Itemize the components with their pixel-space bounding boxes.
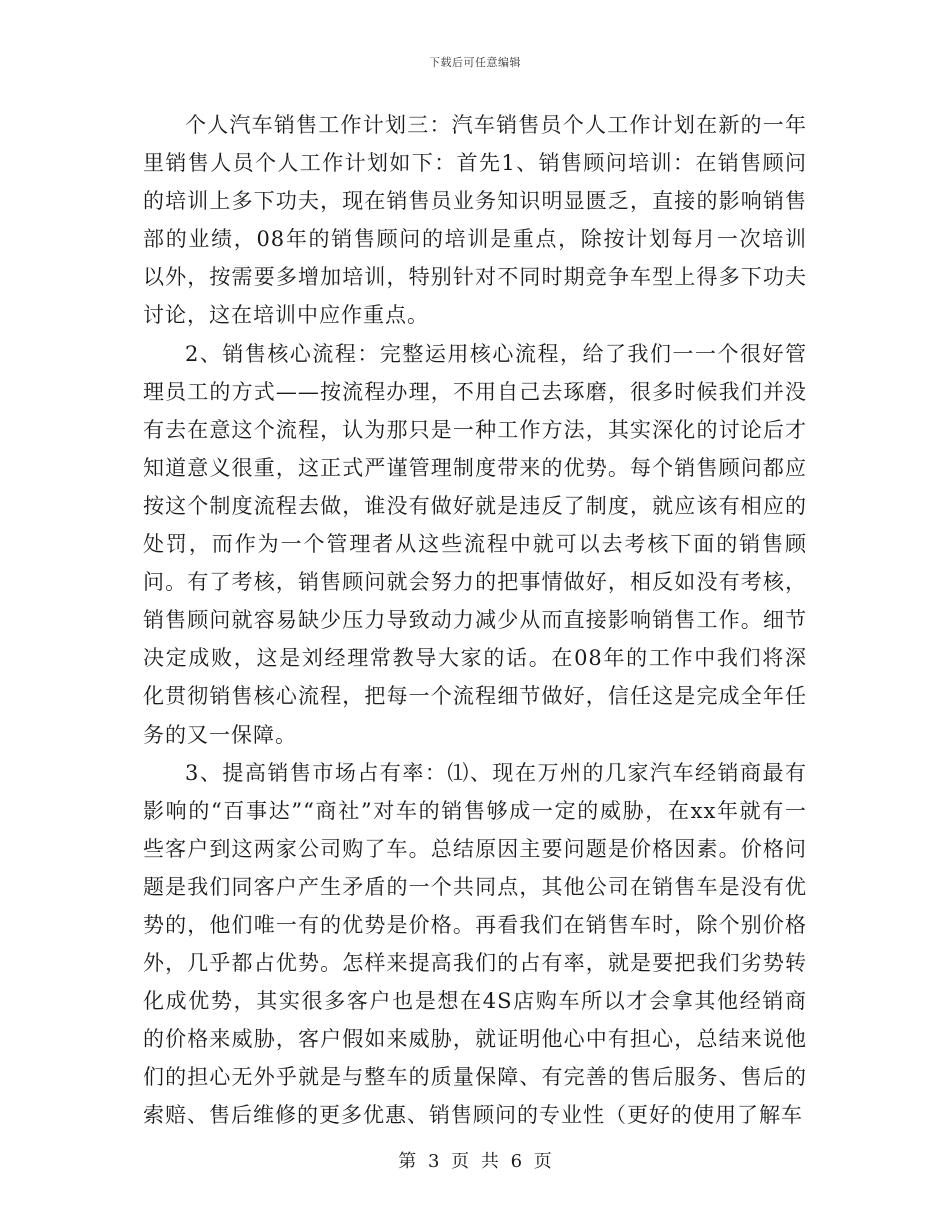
paragraph-sales-core-process: 2、销售核心流程：完整运用核心流程，给了我们一一个很好管理员工的方式——按流程办理，不用自己去琢磨，很多时候我们并没有去在意这个流程，认为那只是一种工作方法，其实深化的讨论后才知道意义很重，这正式严谨管理制度带来的优势。每个销售顾问都应按这个制度流程去做，谁没有做好就是违反了制度，就应该有相应的处罚，而作为一个管理者从这些流程中就可以去考核下面的销售顾问。有了考核，销售顾问就会努力的把事情做好，相反如没有考核，销售顾问就容易缺少压力导致动力减少从而直接影响销售工作。细节决定成败，这是刘经理常教导大家的话。在08年的工作中我们将深化贯彻销售核心流程，把每一个流程细节做好，信任这是完成全年任务的又一保障。: [143, 341, 807, 747]
page-number: 第 3 页 共 6 页: [398, 1151, 552, 1172]
paragraph-market-share: 3、提高销售市场占有率：⑴、现在万州的几家汽车经销商最有影响的“百事达”“商社”对车的销售够成一定的威胁，在xx年就有一些客户到这两家公司购了车。总结原因主要问题是价格因素。价格问题是我们同客户产生矛盾的一个共同点，其他公司在销售车是没有优势的，他们唯一有的优势是价格。再看我们在销售车时，除个别价格外，几乎都占优势。怎样来提高我们的占有率，就是要把我们劣势转化成优势，其实很多客户也是想在4S店购车所以才会拿其他经销商的价格来威胁，客户假如来威胁，就证明他心中有担心，总结来说他们的担心无外乎就是与整车的质量保障、有完善的售后服务、售后的索赔、售后维修的更多优惠、销售顾问的专业性（更好的使用了解车: [143, 760, 807, 1128]
paragraph-work-plan-intro: 个人汽车销售工作计划三：汽车销售员个人工作计划在新的一年里销售人员个人工作计划如下：首先1、销售顾问培训：在销售顾问的培训上多下功夫，现在销售员业务知识明显匮乏，直接的影响销售部的业绩，08年的销售顾问的培训是重点，除按计划每月一次培训以外，按需要多增加培训，特别针对不同时期竞争车型上得多下功夫讨论，这在培训中应作重点。: [143, 113, 807, 328]
document-body: [143, 106, 807, 1135]
header-note: 下载后可任意编辑: [429, 56, 521, 69]
